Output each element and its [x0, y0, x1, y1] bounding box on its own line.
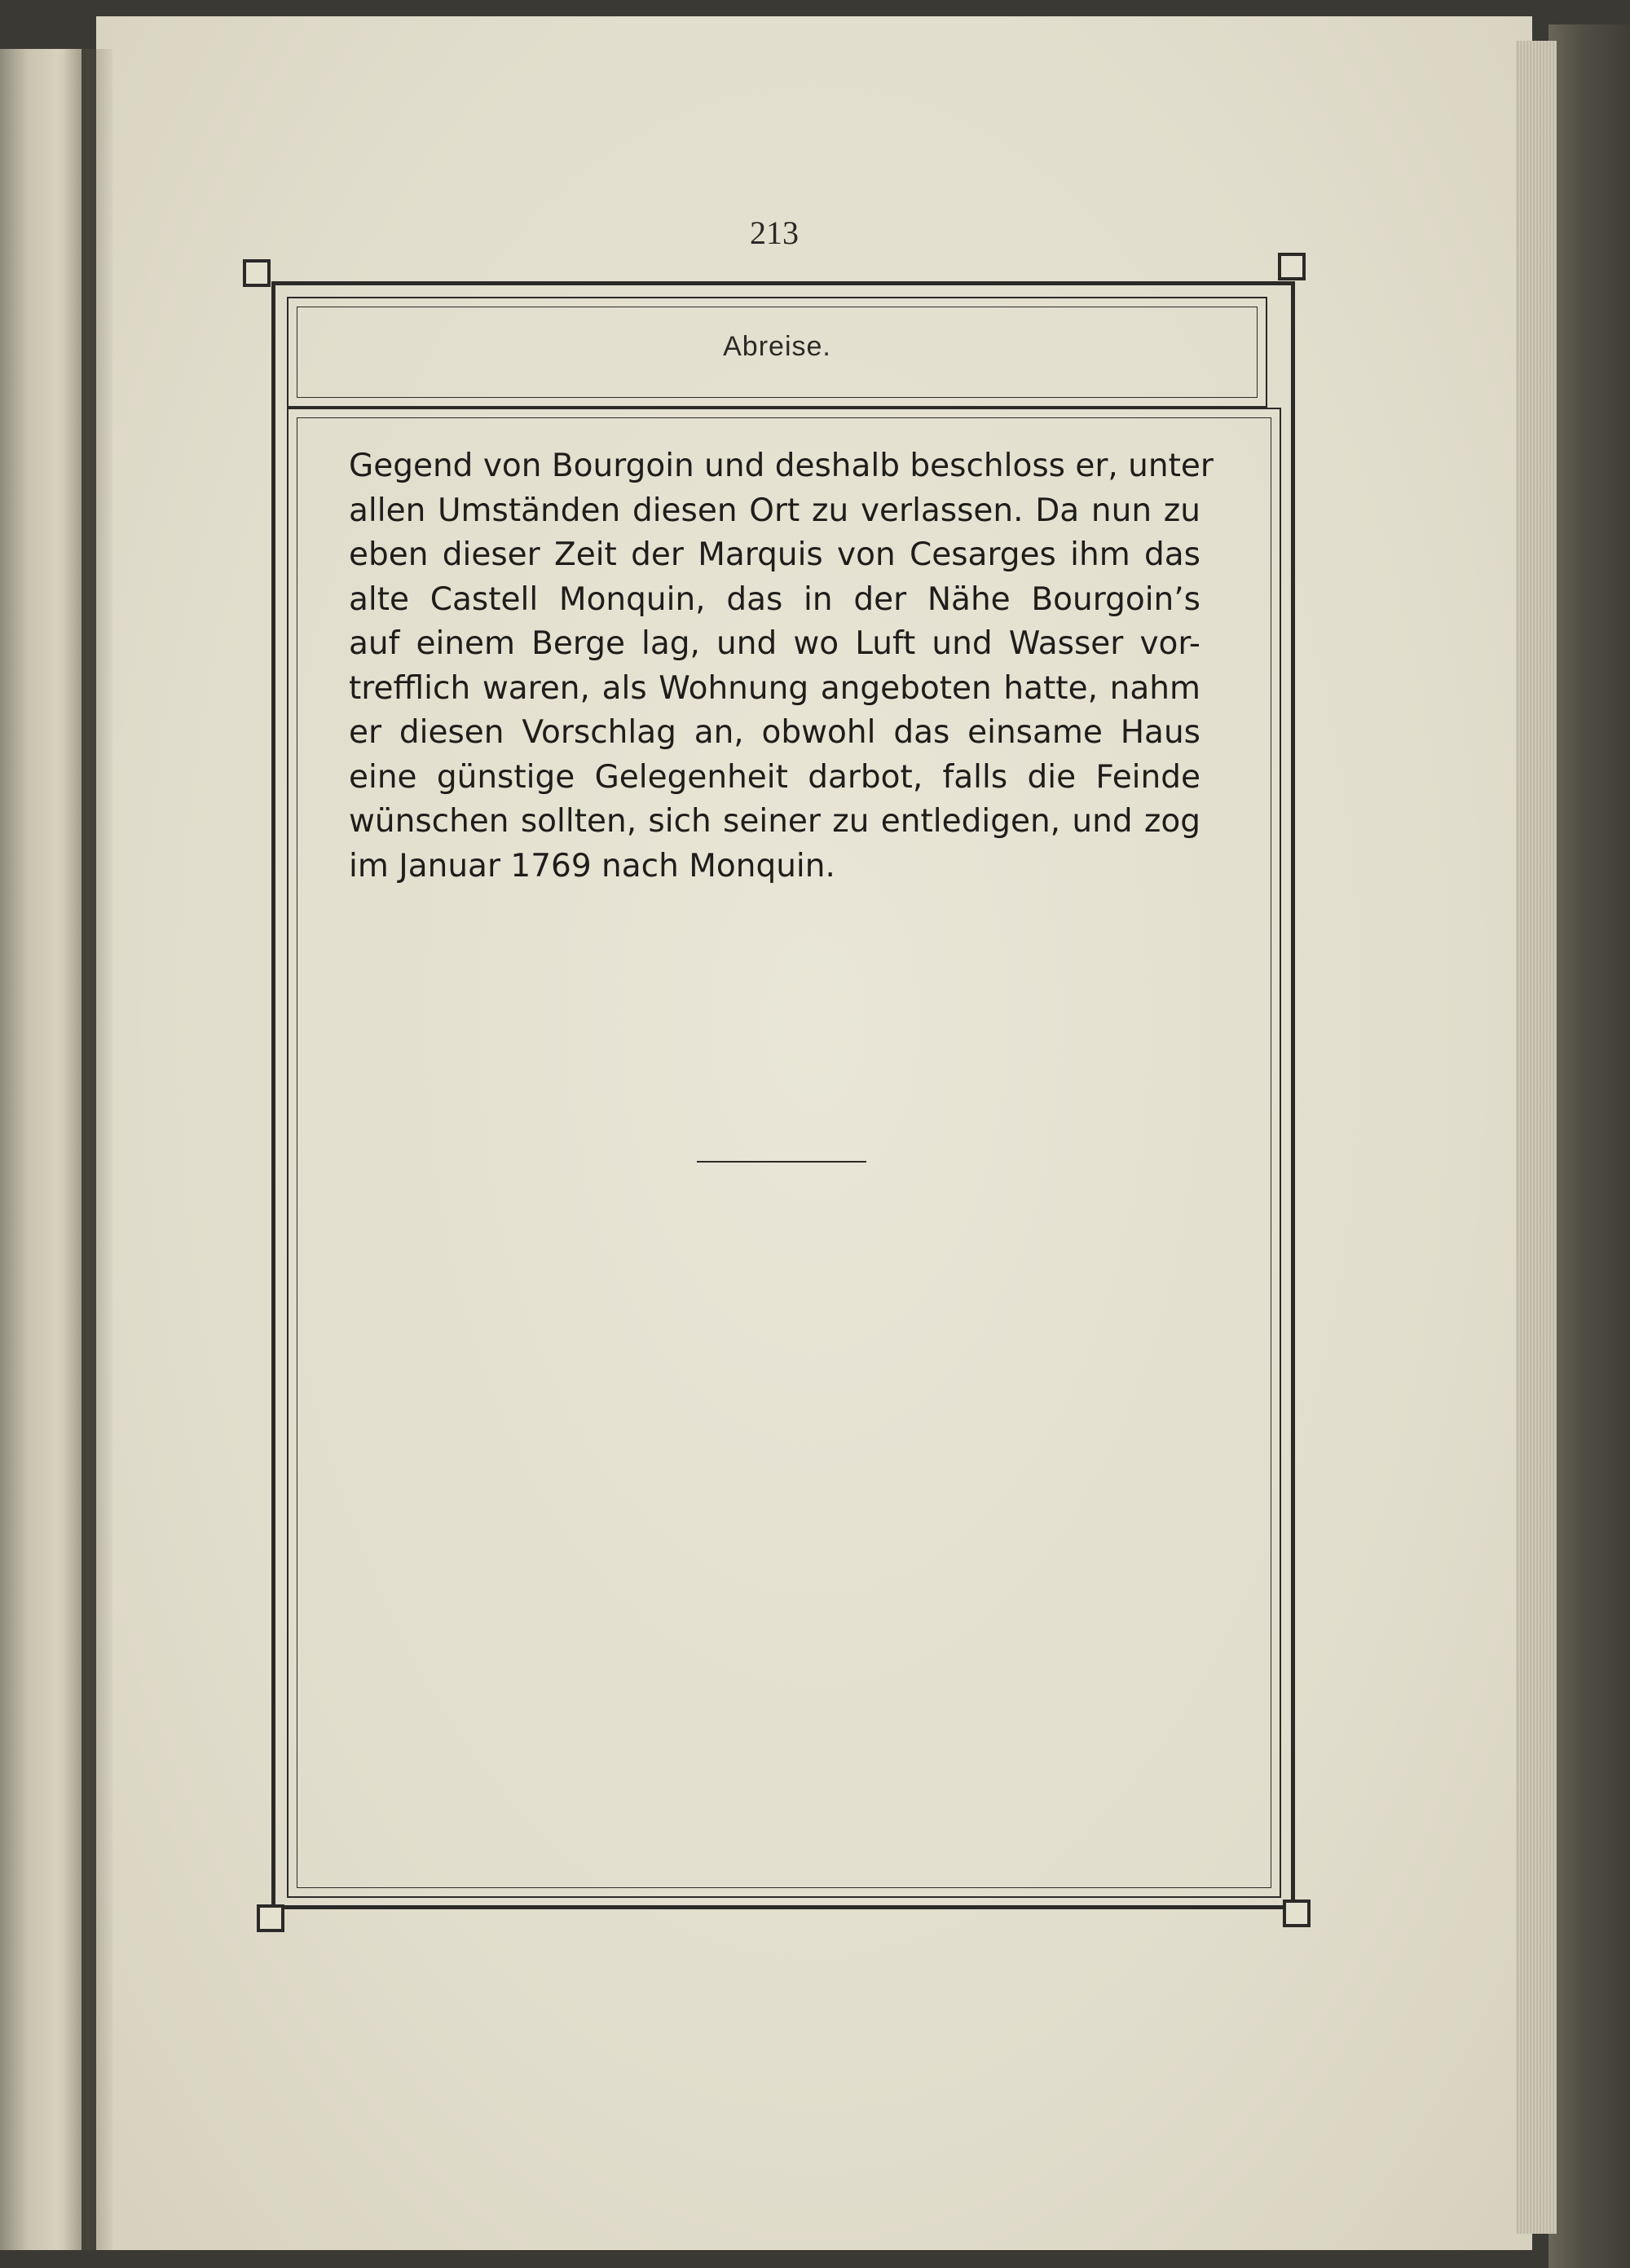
text-line: allen Umständen diesen Ort zu verlassen. Da nun zu — [349, 492, 1200, 529]
page-number: 213 — [750, 214, 799, 251]
text-line: eine günstige Gelegenheit darbot, falls die Feinde — [349, 758, 1200, 796]
text-line: trefflich waren, als Wohnung angeboten hatte, nahm — [349, 669, 1200, 707]
body-text — [349, 444, 1214, 889]
book-gutter — [64, 49, 112, 2250]
text-line: alte Castell Monquin, das in der Nähe Bourgoin’s — [349, 580, 1200, 618]
text-line: wünschen sollten, sich seiner zu entledigen, und zog — [349, 803, 1200, 840]
corner-ornament-top-left — [243, 259, 271, 287]
text-line: im Januar 1769 nach Monquin. — [349, 847, 835, 885]
book-cover-board — [1548, 24, 1630, 2268]
corner-ornament-top-right — [1278, 253, 1306, 280]
running-head: Abreise. — [723, 331, 831, 362]
text-line: auf einem Berge lag, und wo Luft und Wasser vor- — [349, 625, 1200, 662]
corner-ornament-bottom-right — [1283, 1900, 1311, 1927]
text-line: er diesen Vorschlag an, obwohl das einsame Haus — [349, 714, 1200, 751]
text-line: Gegend von Bourgoin und deshalb beschloss er, unter — [349, 448, 1214, 484]
section-end-rule — [697, 1161, 866, 1163]
text-line: eben dieser Zeit der Marquis von Cesarges ihm das — [349, 536, 1200, 573]
corner-ornament-bottom-left — [257, 1904, 284, 1932]
page-stack-edge — [1516, 41, 1557, 2234]
